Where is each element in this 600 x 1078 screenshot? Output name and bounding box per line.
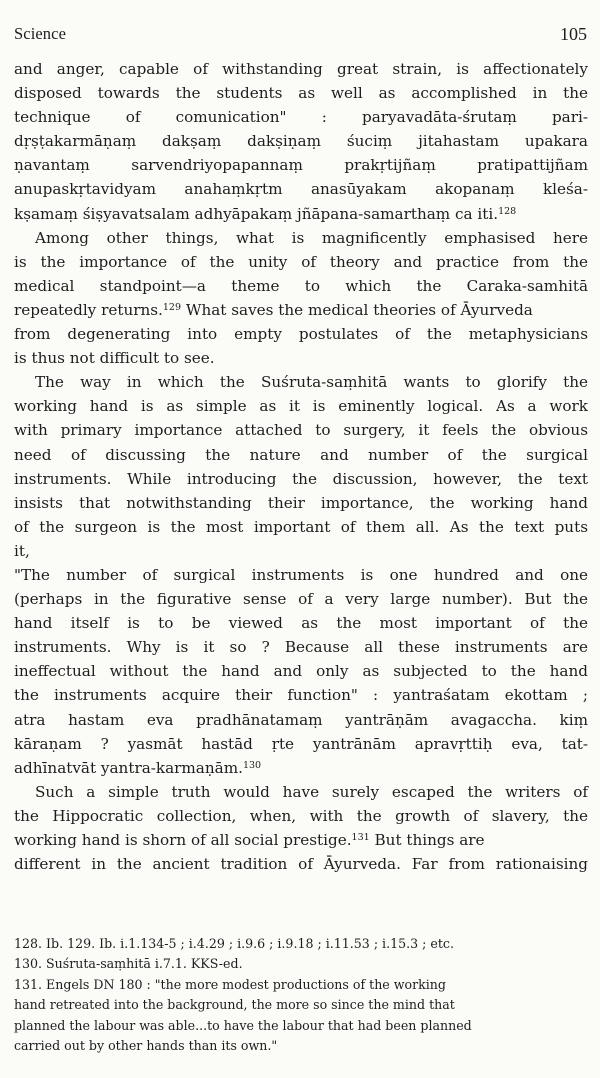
line-text: instruments. Why is it so ? Because all these instruments are xyxy=(14,638,588,657)
footnote-line: hand retreated into the background, the more so since the mind that xyxy=(14,997,455,1013)
line-text: ineffectual without the hand and only as subjected to the hand xyxy=(14,662,588,681)
line-text: Such a simple truth would have surely escaped the writers of xyxy=(35,782,588,801)
text-line xyxy=(14,394,588,418)
text-line xyxy=(14,250,588,274)
text-line xyxy=(14,828,588,852)
text-line xyxy=(14,683,588,707)
line-text: dṛṣṭakarmāṇaṃ dakṣaṃ dakṣiṇaṃ śuciṃ jitahastam upakara xyxy=(14,132,588,151)
text-line xyxy=(14,659,588,683)
line-text: and anger, capable of withstanding great strain, is affectionately xyxy=(14,60,588,78)
line-text: medical standpoint—a theme to which the Caraka-samhitā xyxy=(14,276,588,295)
line-text: disposed towards the students as well as accomplished in the xyxy=(14,84,588,103)
line-text: with primary importance attached to surgery, it feels the obvious xyxy=(14,421,588,440)
line-text: The way in which the Suśruta-saṃhitā wants to glorify the xyxy=(35,373,588,392)
line-text: of the surgeon is the most important of them all. As the text puts xyxy=(14,517,588,536)
line-text: hand itself is to be viewed as the most important of the xyxy=(14,614,588,633)
text-line xyxy=(14,708,588,732)
line-text-tail: What saves the medical theories of Āyurveda xyxy=(181,300,533,319)
text-line xyxy=(14,756,588,780)
footnote-ref: 128 xyxy=(498,205,517,217)
text-line xyxy=(14,57,588,81)
text-line xyxy=(14,298,588,322)
line-text: working hand is as simple as it is eminently logical. As a work xyxy=(14,397,588,416)
line-text: different in the ancient tradition of Āyurveda. Far from rationaising xyxy=(14,855,588,874)
text-line xyxy=(14,852,588,876)
text-line xyxy=(14,226,588,250)
line-text: is thus not difficult to see. xyxy=(14,349,215,368)
text-line xyxy=(14,129,588,153)
line-text-tail: But things are xyxy=(369,831,485,849)
text-line xyxy=(14,539,588,563)
line-text: ṇavantaṃ sarvendriyopapannaṃ prakṛtijñaṃ pratipattijñam xyxy=(14,156,588,175)
footnote-ref: 130 xyxy=(242,759,262,771)
line-text: the instruments acquire their function" : yantraśatam ekottam ; xyxy=(14,686,588,705)
line-text: need of discussing the nature and number of the surgical xyxy=(14,445,588,464)
footnote-line: carried out by other hands than its own." xyxy=(14,1037,278,1053)
running-title: Science xyxy=(14,24,67,43)
line-text: technique of comunication" : paryavadāta-śrutaṃ pari- xyxy=(14,108,588,127)
footnote-line: 131. Engels DN 180 : "the more modest productions of the working xyxy=(14,976,446,992)
line-text: Among other things, what is magnificently emphasised here xyxy=(35,228,588,247)
page-number: 105 xyxy=(560,24,587,44)
text-line xyxy=(14,274,588,298)
line-text: anupaskṛtavidyam anahaṃkṛtm anasūyakam akopanaṃ kleśa- xyxy=(14,180,588,199)
line-text: from degenerating into empty postulates of the metaphysicians xyxy=(14,325,588,344)
footnote-ref: 131 xyxy=(351,832,370,843)
footnote-line: 128. Ib. 129. Ib. i.1.134-5 ; i.4.29 ; i.9.6 ; i.9.18 ; i.11.53 ; i.15.3 ; etc. xyxy=(14,936,454,951)
text-line xyxy=(14,177,588,201)
text-line xyxy=(14,370,588,394)
text-line xyxy=(14,635,588,659)
footnotes xyxy=(14,934,592,1056)
text-line xyxy=(14,611,588,635)
text-line xyxy=(14,418,588,442)
line-text: it, xyxy=(14,541,30,560)
line-text: kāraṇam ? yasmāt hastād ṛte yantrānām apravṛttiḥ eva, tat- xyxy=(14,734,588,753)
text-line xyxy=(14,322,588,346)
line-text: the Hippocratic collection, when, with the growth of slavery, the xyxy=(14,806,588,825)
line-text: is the importance of the unity of theory and practice from the xyxy=(14,252,588,271)
text-line xyxy=(14,81,588,105)
text-line xyxy=(14,346,588,370)
text-line xyxy=(14,732,588,756)
line-text: instruments. While introducing the discussion, however, the text xyxy=(14,469,588,488)
footnote-line: planned the labour was able...to have the labour that had been planned xyxy=(14,1017,472,1033)
line-text: working hand is shorn of all social prestige. xyxy=(14,831,352,849)
text-line xyxy=(14,563,588,587)
footnote-line: 130. Suśruta-saṃhitā i.7.1. KKS-ed. xyxy=(14,956,243,972)
line-text: adhīnatvāt yantra-karmaṇām. xyxy=(14,758,243,777)
text-line xyxy=(14,105,588,129)
line-text: "The number of surgical instruments is one hundred and one xyxy=(14,565,588,584)
text-line xyxy=(14,202,588,226)
text-line xyxy=(14,467,588,491)
line-text: kṣamaṃ śiṣyavatsalam adhyāpakaṃ jñāpana-samarthaṃ ca iti. xyxy=(14,204,499,223)
footnote-ref: 129 xyxy=(162,301,182,313)
text-line xyxy=(14,443,588,467)
text-line xyxy=(14,780,588,804)
text-line xyxy=(14,491,588,515)
line-text: repeatedly returns. xyxy=(14,300,163,319)
body-text xyxy=(14,57,588,876)
page-header xyxy=(14,24,587,48)
text-line xyxy=(14,515,588,539)
text-line xyxy=(14,587,588,611)
text-line xyxy=(14,153,588,177)
line-text: insists that notwithstanding their importance, the working hand xyxy=(14,493,588,512)
line-text: atra hastam eva pradhānatamaṃ yantrāṇām avagaccha. kiṃ xyxy=(14,710,588,729)
line-text: (perhaps in the figurative sense of a very large number). But the xyxy=(14,590,588,609)
text-line xyxy=(14,804,588,828)
